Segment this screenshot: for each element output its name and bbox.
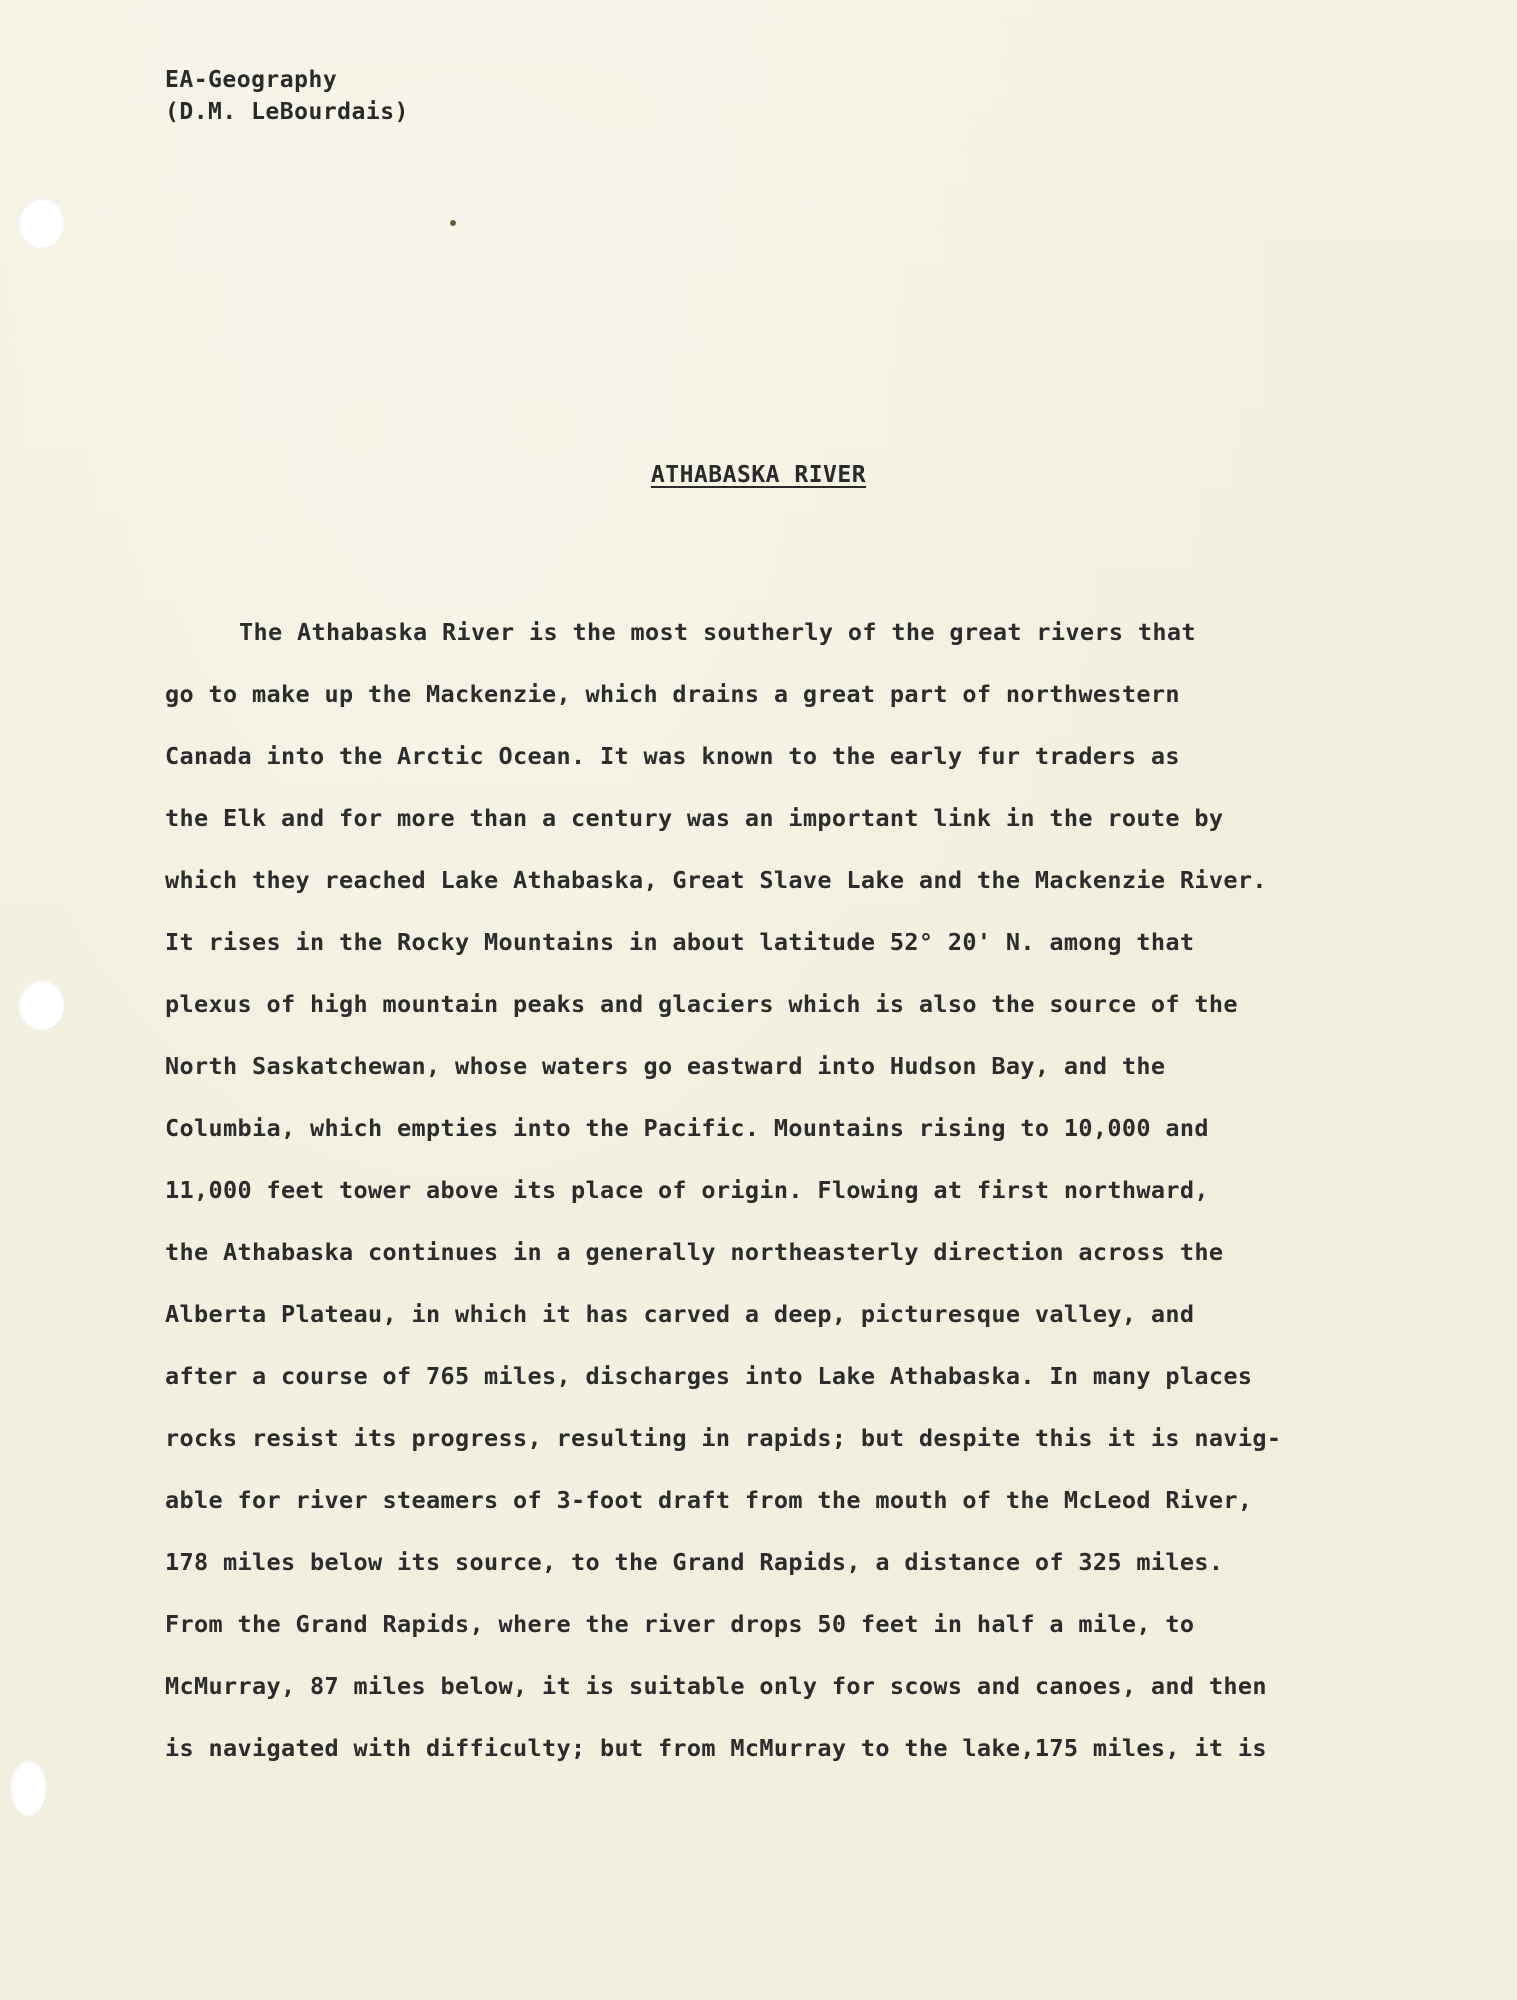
text-line: the Athabaska continues in a generally northeasterly direction across the [165, 1238, 1224, 1266]
text-line: after a course of 765 miles, discharges into Lake Athabaska. In many places [165, 1362, 1253, 1390]
header-category: EA-Geography [165, 67, 338, 93]
text-line: is navigated with difficulty; but from McMurray to the lake,175 miles, it is [165, 1734, 1267, 1762]
text-line: able for river steamers of 3-foot draft from the mouth of the McLeod River, [165, 1486, 1253, 1514]
text-line: North Saskatchewan, whose waters go eastward into Hudson Bay, and the [165, 1052, 1166, 1080]
text-line: plexus of high mountain peaks and glaciers which is also the source of the [165, 990, 1238, 1018]
text-line: Alberta Plateau, in which it has carved a deep, picturesque valley, and [165, 1300, 1195, 1328]
text-line: 178 miles below its source, to the Grand Rapids, a distance of 325 miles. [165, 1548, 1224, 1576]
ink-speck [450, 220, 456, 226]
punch-hole [18, 198, 64, 248]
text-line: which they reached Lake Athabaska, Great Slave Lake and the Mackenzie River. [165, 866, 1267, 894]
text-line: go to make up the Mackenzie, which drains a great part of northwestern [165, 680, 1180, 708]
header-author: (D.M. LeBourdais) [165, 99, 409, 125]
text-line: Canada into the Arctic Ocean. It was known to the early fur traders as [165, 742, 1180, 770]
text-line: the Elk and for more than a century was an important link in the route by [165, 804, 1224, 832]
text-line: Columbia, which empties into the Pacific. Mountains rising to 10,000 and [165, 1114, 1209, 1142]
text-line: McMurray, 87 miles below, it is suitable only for scows and canoes, and then [165, 1672, 1267, 1700]
page-title: ATHABASKA RIVER [650, 462, 867, 488]
punch-hole [18, 980, 64, 1030]
text-line: 11,000 feet tower above its place of origin. Flowing at first northward, [165, 1176, 1209, 1204]
text-line: The Athabaska River is the most southerly of the great rivers that [239, 618, 1196, 646]
text-line: rocks resist its progress, resulting in rapids; but despite this it is navig- [165, 1424, 1282, 1452]
text-line: From the Grand Rapids, where the river drops 50 feet in half a mile, to [165, 1610, 1195, 1638]
punch-hole [10, 1760, 46, 1816]
document-header [165, 64, 409, 128]
text-line: It rises in the Rocky Mountains in about latitude 52° 20' N. among that [165, 928, 1195, 956]
body-paragraph [165, 612, 1335, 1790]
